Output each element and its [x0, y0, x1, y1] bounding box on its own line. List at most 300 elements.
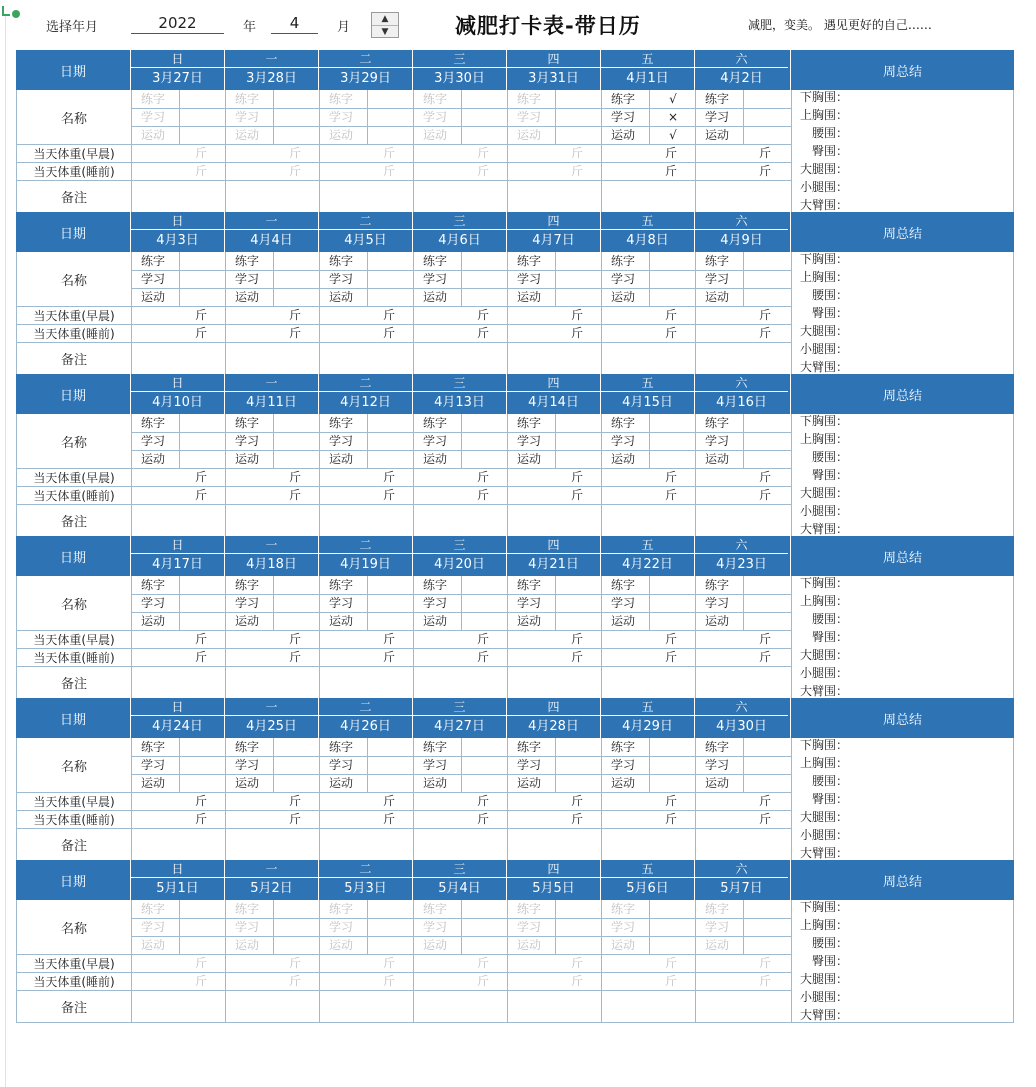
activity-cell-练字[interactable]: 练字	[329, 416, 354, 430]
activity-cell-运动[interactable]: 运动	[611, 452, 636, 466]
activity-cell-运动[interactable]: 运动	[329, 776, 354, 790]
weight-unit-cell[interactable]: 斤	[571, 974, 584, 988]
day-header-6[interactable]	[694, 698, 788, 738]
day-header-3[interactable]	[412, 536, 506, 576]
day-header-5[interactable]	[600, 50, 694, 90]
day-header-5[interactable]	[600, 698, 694, 738]
activity-cell-练字[interactable]: 练字	[141, 254, 166, 268]
day-header-2[interactable]	[318, 212, 412, 252]
weight-unit-cell[interactable]: 斤	[759, 470, 772, 484]
activity-cell-运动[interactable]: 运动	[141, 290, 166, 304]
weight-unit-cell[interactable]: 斤	[759, 488, 772, 502]
weight-unit-cell[interactable]: 斤	[383, 308, 396, 322]
activity-cell-练字[interactable]: 练字	[705, 92, 730, 106]
day-header-3[interactable]	[412, 50, 506, 90]
activity-cell-运动[interactable]: 运动	[705, 290, 730, 304]
activity-cell-学习[interactable]: 学习	[235, 110, 260, 124]
weight-unit-cell[interactable]: 斤	[195, 488, 208, 502]
day-header-2[interactable]	[318, 50, 412, 90]
activity-cell-练字[interactable]: 练字	[141, 740, 166, 754]
weight-unit-cell[interactable]: 斤	[289, 794, 302, 808]
activity-cell-学习[interactable]: 学习	[235, 434, 260, 448]
summary-measurement-label[interactable]: 上胸围：	[799, 918, 848, 932]
activity-cell-练字[interactable]: 练字	[517, 92, 542, 106]
weight-unit-cell[interactable]: 斤	[195, 308, 208, 322]
weight-unit-cell[interactable]: 斤	[289, 308, 302, 322]
activity-cell-学习[interactable]: 学习	[141, 920, 166, 934]
activity-cell-学习[interactable]: 学习	[705, 434, 730, 448]
activity-cell-学习[interactable]: 学习	[611, 272, 636, 286]
activity-cell-练字[interactable]: 练字	[517, 902, 542, 916]
activity-cell-练字[interactable]: 练字	[329, 254, 354, 268]
weight-unit-cell[interactable]: 斤	[477, 308, 490, 322]
activity-cell-学习[interactable]: 学习	[141, 110, 166, 124]
weight-unit-cell[interactable]: 斤	[383, 488, 396, 502]
activity-cell-运动[interactable]: 运动	[517, 290, 542, 304]
activity-cell-学习[interactable]: 学习	[329, 920, 354, 934]
activity-cell-运动[interactable]: 运动	[141, 452, 166, 466]
activity-cell-运动[interactable]: 运动	[611, 776, 636, 790]
activity-cell-练字[interactable]: 练字	[517, 740, 542, 754]
activity-cell-运动[interactable]: 运动	[235, 938, 260, 952]
activity-cell-学习[interactable]: 学习	[329, 596, 354, 610]
summary-measurement-label[interactable]: 下胸围：	[799, 738, 848, 752]
weight-unit-cell[interactable]: 斤	[759, 164, 772, 178]
summary-measurement-label[interactable]: 腰围：	[811, 936, 848, 950]
weight-unit-cell[interactable]: 斤	[571, 146, 584, 160]
weight-unit-cell[interactable]: 斤	[571, 650, 584, 664]
activity-cell-运动[interactable]: 运动	[235, 128, 260, 142]
weight-unit-cell[interactable]: 斤	[665, 326, 678, 340]
day-header-4[interactable]	[506, 212, 600, 252]
weight-unit-cell[interactable]: 斤	[195, 632, 208, 646]
activity-cell-运动[interactable]: 运动	[141, 938, 166, 952]
activity-cell-练字[interactable]: 练字	[423, 416, 448, 430]
activity-cell-学习[interactable]: 学习	[517, 758, 542, 772]
weight-unit-cell[interactable]: 斤	[571, 812, 584, 826]
year-input[interactable]: 2022	[131, 13, 224, 34]
day-header-4[interactable]	[506, 536, 600, 576]
activity-cell-学习[interactable]: 学习	[141, 272, 166, 286]
summary-measurement-label[interactable]: 腰围：	[811, 612, 848, 626]
weight-unit-cell[interactable]: 斤	[477, 974, 490, 988]
day-header-2[interactable]	[318, 536, 412, 576]
activity-cell-运动[interactable]: 运动	[517, 452, 542, 466]
activity-cell-运动[interactable]: 运动	[235, 776, 260, 790]
weight-unit-cell[interactable]: 斤	[477, 650, 490, 664]
day-header-3[interactable]	[412, 212, 506, 252]
activity-cell-学习[interactable]: 学习	[235, 920, 260, 934]
weight-unit-cell[interactable]: 斤	[759, 632, 772, 646]
activity-cell-练字[interactable]: 练字	[517, 416, 542, 430]
activity-cell-学习[interactable]: 学习	[423, 920, 448, 934]
summary-measurement-label[interactable]: 大腿围：	[799, 486, 848, 500]
weight-unit-cell[interactable]: 斤	[477, 794, 490, 808]
summary-measurement-label[interactable]: 大臂围：	[799, 684, 848, 698]
activity-cell-运动[interactable]: 运动	[705, 614, 730, 628]
day-header-3[interactable]	[412, 698, 506, 738]
summary-measurement-label[interactable]: 大臂围：	[799, 522, 848, 536]
activity-cell-练字[interactable]: 练字	[329, 902, 354, 916]
summary-measurement-label[interactable]: 大腿围：	[799, 162, 848, 176]
activity-cell-学习[interactable]: 学习	[611, 434, 636, 448]
activity-cell-练字[interactable]: 练字	[141, 902, 166, 916]
day-header-6[interactable]	[694, 212, 788, 252]
activity-cell-练字[interactable]: 练字	[141, 92, 166, 106]
day-header-2[interactable]	[318, 374, 412, 414]
weight-unit-cell[interactable]: 斤	[665, 146, 678, 160]
day-header-0[interactable]	[130, 536, 224, 576]
activity-cell-学习[interactable]: 学习	[235, 596, 260, 610]
weight-unit-cell[interactable]: 斤	[195, 794, 208, 808]
month-spinner[interactable]	[371, 12, 399, 38]
activity-cell-运动[interactable]: 运动	[141, 614, 166, 628]
activity-cell-学习[interactable]: 学习	[705, 920, 730, 934]
weight-unit-cell[interactable]: 斤	[289, 812, 302, 826]
activity-cell-练字[interactable]: 练字	[705, 578, 730, 592]
activity-cell-运动[interactable]: 运动	[141, 128, 166, 142]
activity-cell-练字[interactable]: 练字	[235, 740, 260, 754]
day-header-6[interactable]	[694, 536, 788, 576]
weight-unit-cell[interactable]: 斤	[477, 164, 490, 178]
summary-measurement-label[interactable]: 小腿围：	[799, 504, 848, 518]
activity-cell-运动[interactable]: 运动	[517, 128, 542, 142]
activity-cell-练字[interactable]: 练字	[423, 578, 448, 592]
weight-unit-cell[interactable]: 斤	[665, 308, 678, 322]
activity-cell-运动[interactable]: 运动	[611, 614, 636, 628]
summary-measurement-label[interactable]: 大臂围：	[799, 846, 848, 860]
summary-measurement-label[interactable]: 大臂围：	[799, 1008, 848, 1022]
activity-cell-学习[interactable]: 学习	[329, 434, 354, 448]
summary-measurement-label[interactable]: 小腿围：	[799, 828, 848, 842]
activity-cell-学习[interactable]: 学习	[329, 758, 354, 772]
activity-cell-运动[interactable]: 运动	[235, 614, 260, 628]
day-header-2[interactable]	[318, 698, 412, 738]
summary-measurement-label[interactable]: 上胸围：	[799, 108, 848, 122]
day-header-4[interactable]	[506, 50, 600, 90]
summary-measurement-label[interactable]: 臀围：	[811, 468, 848, 482]
weight-unit-cell[interactable]: 斤	[759, 812, 772, 826]
weight-unit-cell[interactable]: 斤	[383, 326, 396, 340]
weight-unit-cell[interactable]: 斤	[477, 812, 490, 826]
day-header-2[interactable]	[318, 860, 412, 900]
activity-cell-学习[interactable]: 学习	[141, 596, 166, 610]
activity-cell-练字[interactable]: 练字	[235, 578, 260, 592]
weight-unit-cell[interactable]: 斤	[195, 470, 208, 484]
day-header-6[interactable]	[694, 50, 788, 90]
weight-unit-cell[interactable]: 斤	[383, 974, 396, 988]
day-header-5[interactable]	[600, 536, 694, 576]
summary-measurement-label[interactable]: 小腿围：	[799, 990, 848, 1004]
weight-unit-cell[interactable]: 斤	[477, 146, 490, 160]
weight-unit-cell[interactable]: 斤	[195, 146, 208, 160]
weight-unit-cell[interactable]: 斤	[571, 164, 584, 178]
checkin-mark[interactable]: √	[669, 128, 677, 142]
summary-measurement-label[interactable]: 下胸围：	[799, 900, 848, 914]
spinner-down-icon[interactable]: ▼	[372, 25, 398, 38]
activity-cell-练字[interactable]: 练字	[517, 578, 542, 592]
summary-measurement-label[interactable]: 腰围：	[811, 450, 848, 464]
activity-cell-运动[interactable]: 运动	[517, 938, 542, 952]
weight-unit-cell[interactable]: 斤	[195, 326, 208, 340]
summary-measurement-label[interactable]: 大腿围：	[799, 972, 848, 986]
weight-unit-cell[interactable]: 斤	[195, 812, 208, 826]
activity-cell-运动[interactable]: 运动	[423, 452, 448, 466]
activity-cell-学习[interactable]: 学习	[141, 434, 166, 448]
day-header-1[interactable]	[224, 212, 318, 252]
summary-measurement-label[interactable]: 大臂围：	[799, 198, 848, 212]
summary-measurement-label[interactable]: 腰围：	[811, 774, 848, 788]
activity-cell-练字[interactable]: 练字	[423, 254, 448, 268]
weight-unit-cell[interactable]: 斤	[759, 956, 772, 970]
weight-unit-cell[interactable]: 斤	[571, 308, 584, 322]
weight-unit-cell[interactable]: 斤	[289, 146, 302, 160]
activity-cell-练字[interactable]: 练字	[705, 902, 730, 916]
summary-measurement-label[interactable]: 小腿围：	[799, 342, 848, 356]
activity-cell-运动[interactable]: 运动	[235, 452, 260, 466]
activity-cell-练字[interactable]: 练字	[423, 92, 448, 106]
weight-unit-cell[interactable]: 斤	[477, 326, 490, 340]
activity-cell-运动[interactable]: 运动	[517, 614, 542, 628]
summary-measurement-label[interactable]: 上胸围：	[799, 270, 848, 284]
summary-measurement-label[interactable]: 大腿围：	[799, 810, 848, 824]
day-header-3[interactable]	[412, 374, 506, 414]
activity-cell-运动[interactable]: 运动	[329, 614, 354, 628]
weight-unit-cell[interactable]: 斤	[289, 326, 302, 340]
weight-unit-cell[interactable]: 斤	[383, 146, 396, 160]
day-header-0[interactable]	[130, 50, 224, 90]
activity-cell-学习[interactable]: 学习	[611, 596, 636, 610]
checkin-mark[interactable]: √	[669, 92, 677, 106]
weight-unit-cell[interactable]: 斤	[383, 164, 396, 178]
activity-cell-学习[interactable]: 学习	[705, 110, 730, 124]
activity-cell-学习[interactable]: 学习	[705, 758, 730, 772]
spinner-up-icon[interactable]: ▲	[381, 14, 389, 24]
activity-cell-练字[interactable]: 练字	[423, 902, 448, 916]
day-header-0[interactable]	[130, 698, 224, 738]
activity-cell-学习[interactable]: 学习	[611, 920, 636, 934]
activity-cell-运动[interactable]: 运动	[329, 452, 354, 466]
weight-unit-cell[interactable]: 斤	[759, 650, 772, 664]
day-header-5[interactable]	[600, 212, 694, 252]
weight-unit-cell[interactable]: 斤	[665, 164, 678, 178]
day-header-4[interactable]	[506, 860, 600, 900]
weight-unit-cell[interactable]: 斤	[289, 470, 302, 484]
activity-cell-运动[interactable]: 运动	[329, 128, 354, 142]
day-header-6[interactable]	[694, 374, 788, 414]
weight-unit-cell[interactable]: 斤	[383, 812, 396, 826]
weight-unit-cell[interactable]: 斤	[289, 974, 302, 988]
summary-measurement-label[interactable]: 腰围：	[811, 288, 848, 302]
activity-cell-练字[interactable]: 练字	[705, 254, 730, 268]
activity-cell-练字[interactable]: 练字	[141, 578, 166, 592]
weight-unit-cell[interactable]: 斤	[477, 488, 490, 502]
weight-unit-cell[interactable]: 斤	[289, 164, 302, 178]
weight-unit-cell[interactable]: 斤	[759, 794, 772, 808]
day-header-1[interactable]	[224, 860, 318, 900]
activity-cell-练字[interactable]: 练字	[235, 92, 260, 106]
activity-cell-运动[interactable]: 运动	[611, 290, 636, 304]
weight-unit-cell[interactable]: 斤	[665, 794, 678, 808]
checkin-mark[interactable]: ×	[667, 110, 679, 124]
day-header-5[interactable]	[600, 860, 694, 900]
activity-cell-运动[interactable]: 运动	[423, 938, 448, 952]
summary-measurement-label[interactable]: 臀围：	[811, 630, 848, 644]
weight-unit-cell[interactable]: 斤	[477, 632, 490, 646]
weight-unit-cell[interactable]: 斤	[195, 956, 208, 970]
summary-measurement-label[interactable]: 下胸围：	[799, 414, 848, 428]
weight-unit-cell[interactable]: 斤	[289, 956, 302, 970]
activity-cell-练字[interactable]: 练字	[705, 740, 730, 754]
weight-unit-cell[interactable]: 斤	[759, 146, 772, 160]
summary-measurement-label[interactable]: 上胸围：	[799, 756, 848, 770]
activity-cell-学习[interactable]: 学习	[517, 272, 542, 286]
activity-cell-运动[interactable]: 运动	[423, 614, 448, 628]
activity-cell-运动[interactable]: 运动	[235, 290, 260, 304]
activity-cell-学习[interactable]: 学习	[235, 758, 260, 772]
summary-measurement-label[interactable]: 小腿围：	[799, 666, 848, 680]
weight-unit-cell[interactable]: 斤	[477, 956, 490, 970]
activity-cell-学习[interactable]: 学习	[329, 110, 354, 124]
day-header-1[interactable]	[224, 536, 318, 576]
activity-cell-练字[interactable]: 练字	[235, 254, 260, 268]
activity-cell-学习[interactable]: 学习	[141, 758, 166, 772]
weight-unit-cell[interactable]: 斤	[383, 632, 396, 646]
activity-cell-学习[interactable]: 学习	[423, 272, 448, 286]
day-header-1[interactable]	[224, 374, 318, 414]
activity-cell-运动[interactable]: 运动	[423, 128, 448, 142]
weight-unit-cell[interactable]: 斤	[383, 650, 396, 664]
activity-cell-运动[interactable]: 运动	[423, 776, 448, 790]
weight-unit-cell[interactable]: 斤	[195, 164, 208, 178]
weight-unit-cell[interactable]: 斤	[477, 470, 490, 484]
summary-measurement-label[interactable]: 大腿围：	[799, 324, 848, 338]
summary-measurement-label[interactable]: 大臂围：	[799, 360, 848, 374]
activity-cell-运动[interactable]: 运动	[705, 452, 730, 466]
weight-unit-cell[interactable]: 斤	[665, 974, 678, 988]
weight-unit-cell[interactable]: 斤	[383, 470, 396, 484]
activity-cell-学习[interactable]: 学习	[705, 272, 730, 286]
activity-cell-学习[interactable]: 学习	[423, 596, 448, 610]
activity-cell-学习[interactable]: 学习	[423, 110, 448, 124]
summary-measurement-label[interactable]: 大腿围：	[799, 648, 848, 662]
activity-cell-练字[interactable]: 练字	[141, 416, 166, 430]
weight-unit-cell[interactable]: 斤	[571, 488, 584, 502]
activity-cell-练字[interactable]: 练字	[611, 254, 636, 268]
activity-cell-学习[interactable]: 学习	[705, 596, 730, 610]
day-header-4[interactable]	[506, 374, 600, 414]
weight-unit-cell[interactable]: 斤	[571, 470, 584, 484]
activity-cell-练字[interactable]: 练字	[611, 578, 636, 592]
summary-measurement-label[interactable]: 腰围：	[811, 126, 848, 140]
activity-cell-学习[interactable]: 学习	[611, 110, 636, 124]
activity-cell-学习[interactable]: 学习	[423, 434, 448, 448]
day-header-5[interactable]	[600, 374, 694, 414]
activity-cell-练字[interactable]: 练字	[611, 416, 636, 430]
weight-unit-cell[interactable]: 斤	[289, 632, 302, 646]
weight-unit-cell[interactable]: 斤	[759, 326, 772, 340]
activity-cell-学习[interactable]: 学习	[517, 596, 542, 610]
activity-cell-练字[interactable]: 练字	[705, 416, 730, 430]
activity-cell-学习[interactable]: 学习	[517, 434, 542, 448]
weight-unit-cell[interactable]: 斤	[665, 470, 678, 484]
activity-cell-练字[interactable]: 练字	[329, 740, 354, 754]
activity-cell-学习[interactable]: 学习	[517, 110, 542, 124]
summary-measurement-label[interactable]: 小腿围：	[799, 180, 848, 194]
activity-cell-练字[interactable]: 练字	[611, 92, 636, 106]
weight-unit-cell[interactable]: 斤	[759, 974, 772, 988]
activity-cell-运动[interactable]: 运动	[611, 938, 636, 952]
weight-unit-cell[interactable]: 斤	[665, 812, 678, 826]
activity-cell-练字[interactable]: 练字	[329, 578, 354, 592]
activity-cell-运动[interactable]: 运动	[705, 938, 730, 952]
summary-measurement-label[interactable]: 下胸围：	[799, 576, 848, 590]
weight-unit-cell[interactable]: 斤	[571, 956, 584, 970]
weight-unit-cell[interactable]: 斤	[665, 956, 678, 970]
activity-cell-练字[interactable]: 练字	[235, 902, 260, 916]
month-input[interactable]: 4	[271, 13, 318, 34]
day-header-0[interactable]	[130, 374, 224, 414]
activity-cell-运动[interactable]: 运动	[423, 290, 448, 304]
weight-unit-cell[interactable]: 斤	[571, 326, 584, 340]
weight-unit-cell[interactable]: 斤	[665, 488, 678, 502]
weight-unit-cell[interactable]: 斤	[195, 974, 208, 988]
summary-measurement-label[interactable]: 下胸围：	[799, 252, 848, 266]
day-header-1[interactable]	[224, 50, 318, 90]
activity-cell-运动[interactable]: 运动	[141, 776, 166, 790]
day-header-0[interactable]	[130, 860, 224, 900]
activity-cell-练字[interactable]: 练字	[423, 740, 448, 754]
day-header-3[interactable]	[412, 860, 506, 900]
weight-unit-cell[interactable]: 斤	[665, 632, 678, 646]
activity-cell-学习[interactable]: 学习	[517, 920, 542, 934]
activity-cell-练字[interactable]: 练字	[611, 902, 636, 916]
weight-unit-cell[interactable]: 斤	[383, 794, 396, 808]
weight-unit-cell[interactable]: 斤	[571, 794, 584, 808]
day-header-0[interactable]	[130, 212, 224, 252]
activity-cell-运动[interactable]: 运动	[705, 776, 730, 790]
weight-unit-cell[interactable]: 斤	[383, 956, 396, 970]
summary-measurement-label[interactable]: 臀围：	[811, 144, 848, 158]
summary-measurement-label[interactable]: 臀围：	[811, 306, 848, 320]
activity-cell-练字[interactable]: 练字	[517, 254, 542, 268]
summary-measurement-label[interactable]: 臀围：	[811, 954, 848, 968]
activity-cell-运动[interactable]: 运动	[611, 128, 636, 142]
activity-cell-运动[interactable]: 运动	[705, 128, 730, 142]
summary-measurement-label[interactable]: 臀围：	[811, 792, 848, 806]
activity-cell-练字[interactable]: 练字	[235, 416, 260, 430]
activity-cell-运动[interactable]: 运动	[517, 776, 542, 790]
activity-cell-学习[interactable]: 学习	[611, 758, 636, 772]
weight-unit-cell[interactable]: 斤	[289, 488, 302, 502]
weight-unit-cell[interactable]: 斤	[665, 650, 678, 664]
weight-unit-cell[interactable]: 斤	[759, 308, 772, 322]
weight-unit-cell[interactable]: 斤	[289, 650, 302, 664]
summary-measurement-label[interactable]: 上胸围：	[799, 594, 848, 608]
weight-unit-cell[interactable]: 斤	[195, 650, 208, 664]
weight-unit-cell[interactable]: 斤	[571, 632, 584, 646]
activity-cell-运动[interactable]: 运动	[329, 938, 354, 952]
activity-cell-运动[interactable]: 运动	[329, 290, 354, 304]
day-header-4[interactable]	[506, 698, 600, 738]
activity-cell-练字[interactable]: 练字	[329, 92, 354, 106]
activity-cell-学习[interactable]: 学习	[423, 758, 448, 772]
activity-cell-练字[interactable]: 练字	[611, 740, 636, 754]
summary-measurement-label[interactable]: 下胸围：	[799, 90, 848, 104]
summary-measurement-label[interactable]: 上胸围：	[799, 432, 848, 446]
day-header-1[interactable]	[224, 698, 318, 738]
activity-cell-学习[interactable]: 学习	[329, 272, 354, 286]
